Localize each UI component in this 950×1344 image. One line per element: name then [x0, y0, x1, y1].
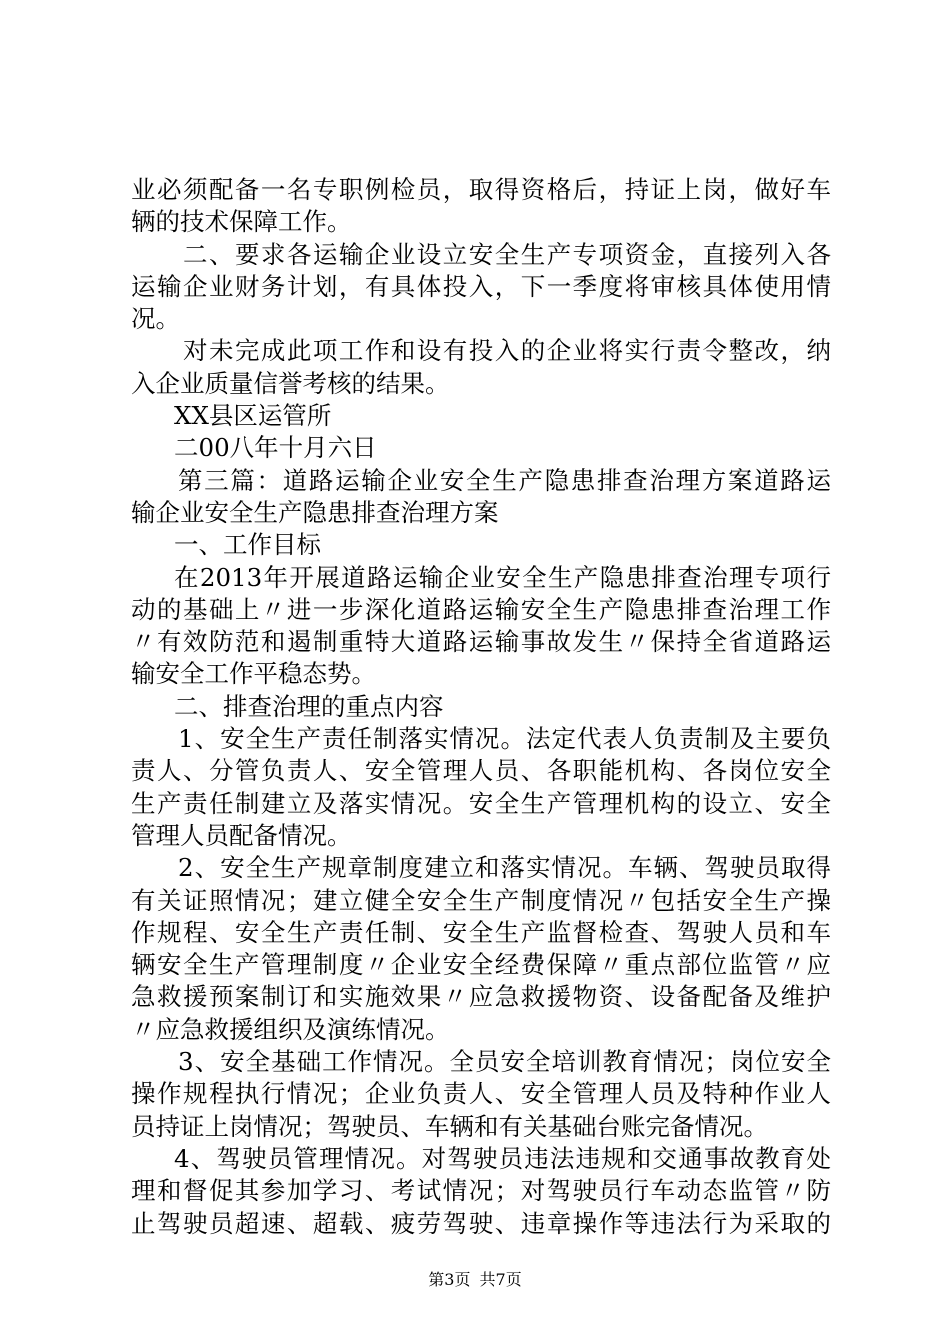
text-line: XX县区运管所 — [174, 401, 332, 431]
text-line: 入企业质量信誉考核的结果。 — [131, 368, 450, 398]
text-line: 输安全工作平稳态势。 — [131, 659, 376, 689]
text-line: 辆安全生产管理制度〃企业安全经费保障〃重点部位监管〃应 — [131, 950, 831, 980]
text-line: 第三篇：道路运输企业安全生产隐患排查治理方案道路运 — [178, 465, 831, 495]
text-line: 况。 — [131, 304, 180, 334]
text-line: 生产责任制建立及落实情况。安全生产管理机构的设立、安全 — [131, 788, 831, 818]
text-line: 二、要求各运输企业设立安全生产专项资金，直接列入各 — [183, 239, 831, 269]
text-line: 急救援预案制订和实施效果〃应急救援物资、设备配备及维护 — [131, 982, 831, 1012]
text-line: 在2013年开展道路运输企业安全生产隐患排查治理专项行 — [174, 562, 831, 592]
text-line: 责人、分管负责人、安全管理人员、各职能机构、各岗位安全 — [131, 756, 831, 786]
text-line: 2、安全生产规章制度建立和落实情况。车辆、驾驶员取得 — [178, 853, 831, 883]
text-line: 运输企业财务计划，有具体投入，下一季度将审核具体使用情 — [131, 271, 831, 301]
text-line: 有关证照情况；建立健全安全生产制度情况〃包括安全生产操 — [131, 885, 831, 915]
text-line: 员持证上岗情况；驾驶员、车辆和有关基础台账完备情况。 — [131, 1111, 768, 1141]
text-line: 动的基础上〃进一步深化道路运输安全生产隐患排查治理工作 — [131, 594, 831, 624]
text-line: 操作规程执行情况；企业负责人、安全管理人员及特种作业人 — [131, 1079, 831, 1109]
page-total: 共7页 — [479, 1270, 522, 1289]
text-line: 止驾驶员超速、超载、疲劳驾驶、违章操作等违法行为采取的 — [131, 1208, 831, 1238]
text-line: 一、工作目标 — [174, 530, 321, 560]
text-line: 对未完成此项工作和设有投入的企业将实行责令整改，纳 — [183, 336, 831, 366]
text-line: 辆的技术保障工作。 — [131, 207, 352, 237]
text-line: 作规程、安全生产责任制、安全生产监督检查、驾驶人员和车 — [131, 917, 831, 947]
text-line: 输企业安全生产隐患排查治理方案 — [131, 497, 499, 527]
page-number: 第3页 — [428, 1270, 471, 1289]
text-line: 4、驾驶员管理情况。对驾驶员违法违规和交通事故教育处 — [174, 1143, 831, 1173]
text-line: 管理人员配备情况。 — [131, 820, 352, 850]
document-body — [131, 174, 831, 1240]
text-line: 3、安全基础工作情况。全员安全培训教育情况；岗位安全 — [178, 1047, 831, 1077]
text-line: 业必须配备一名专职例检员，取得资格后，持证上岗，做好车 — [131, 175, 831, 204]
text-line: 理和督促其参加学习、考试情况；对驾驶员行车动态监管〃防 — [131, 1176, 831, 1206]
text-line: 〃应急救援组织及演练情况。 — [131, 1014, 450, 1044]
text-line: 1、安全生产责任制落实情况。法定代表人负责制及主要负 — [178, 724, 831, 754]
text-line: 二、排查治理的重点内容 — [174, 691, 444, 721]
page-footer — [0, 1270, 950, 1290]
text-line: 〃有效防范和遏制重特大道路运输事故发生〃保持全省道路运 — [131, 627, 831, 657]
text-line: 二00八年十月六日 — [174, 433, 377, 463]
